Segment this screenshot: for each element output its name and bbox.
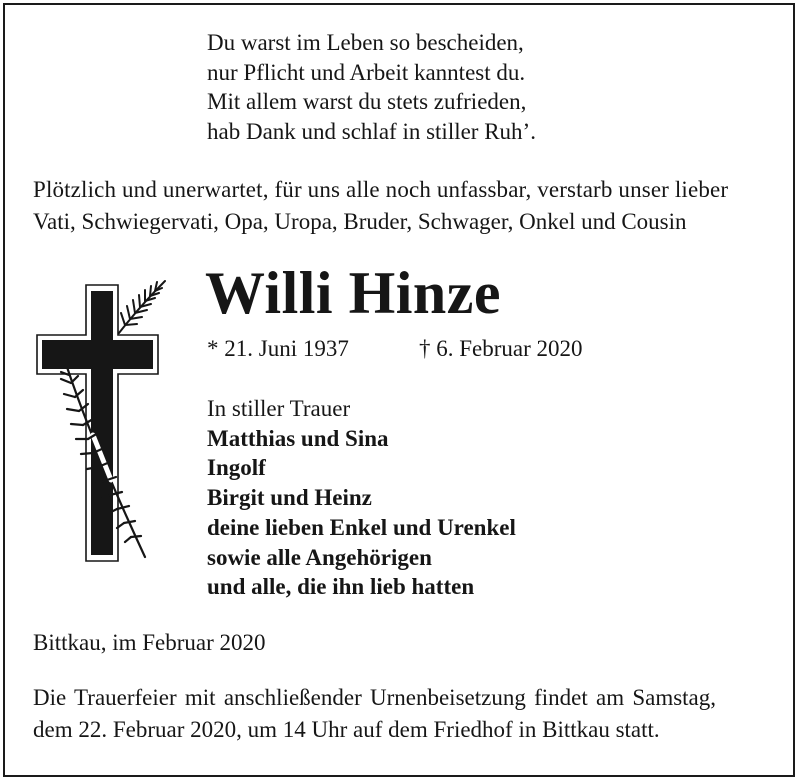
poem-line: hab Dank und schlaf in stiller Ruh’. xyxy=(207,118,536,144)
poem xyxy=(207,28,536,146)
mourner: Matthias und Sina xyxy=(207,425,389,451)
intro-line: Vati, Schwiegervati, Opa, Uropa, Bruder, Schwager, Onkel und Cousin xyxy=(33,209,687,234)
place-date: Bittkau, im Februar 2020 xyxy=(33,630,266,655)
palm-branch-icon xyxy=(119,281,165,333)
poem-line: nur Pflicht und Arbeit kanntest du. xyxy=(207,59,526,85)
death-date: † 6. Februar 2020 xyxy=(419,336,583,361)
funeral-notice xyxy=(33,682,768,746)
mourner: deine lieben Enkel und Urenkel xyxy=(207,514,516,540)
mourners-block xyxy=(207,394,516,602)
birth-date: * 21. Juni 1937 xyxy=(207,336,349,361)
notice-line: Die Trauerfeier mit anschließender Urnenbeisetzung findet am Samstag, xyxy=(33,685,717,710)
intro-text xyxy=(33,174,763,238)
notice-line: dem 22. Februar 2020, um 14 Uhr auf dem Friedhof in Bittkau statt. xyxy=(33,717,660,742)
mourner: Birgit und Heinz xyxy=(207,485,372,511)
mourner: und alle, die ihn lieb hatten xyxy=(207,574,475,600)
poem-line: Mit allem warst du stets zufrieden, xyxy=(207,89,527,114)
mourning-intro: In stiller Trauer xyxy=(207,396,351,421)
mourner: sowie alle Angehörigen xyxy=(207,544,432,570)
mourner: Ingolf xyxy=(207,455,266,481)
deceased-name: Willi Hinze xyxy=(205,260,502,326)
cross-icon xyxy=(33,275,173,565)
poem-line: Du warst im Leben so bescheiden, xyxy=(207,30,524,55)
intro-line: Plötzlich und unerwartet, für uns alle noch unfassbar, verstarb unser lieber xyxy=(33,177,729,202)
